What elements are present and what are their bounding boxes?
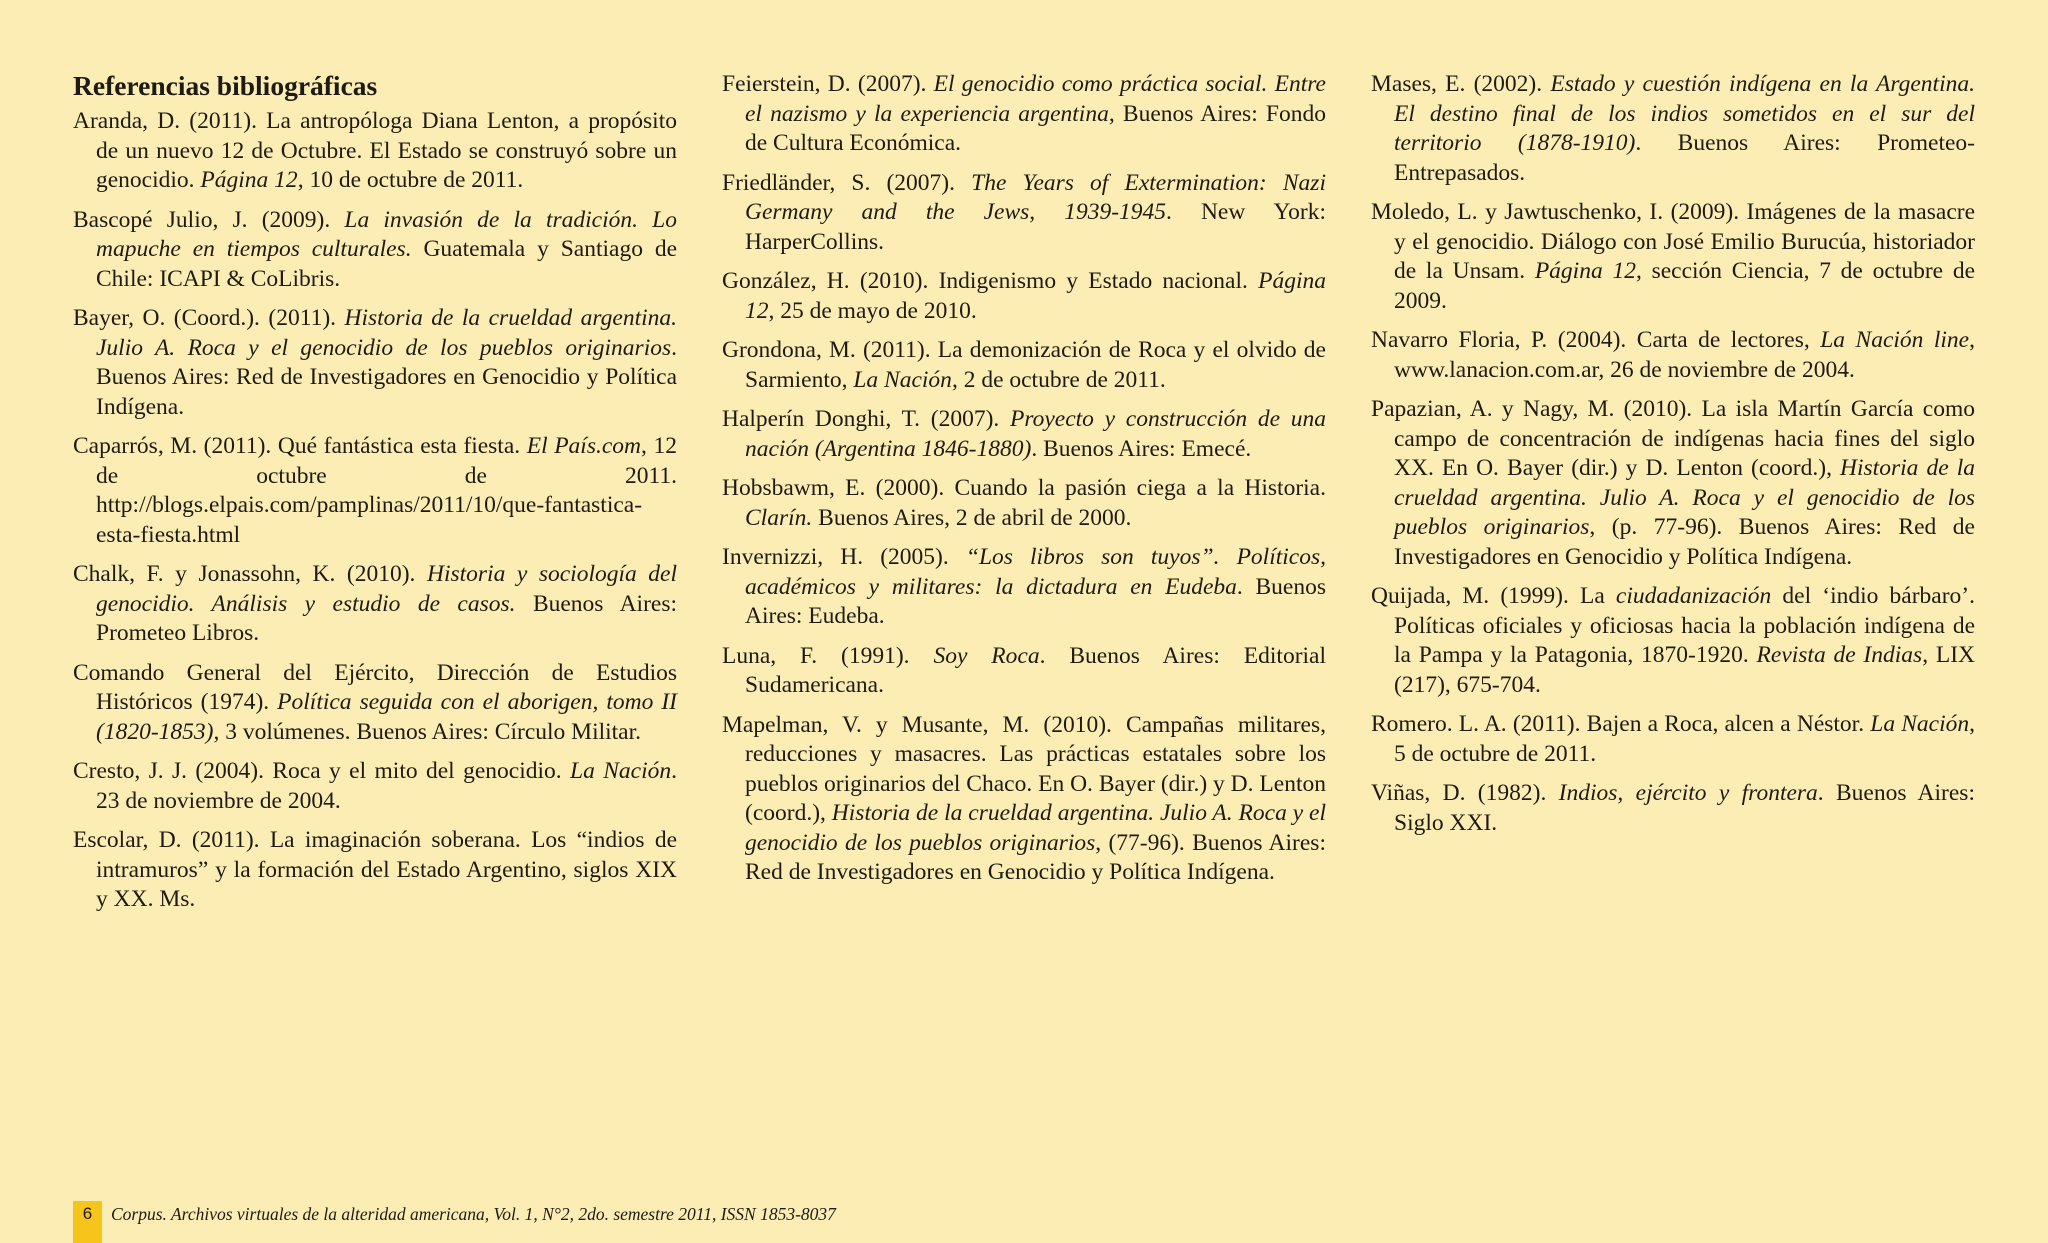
- reference-text: Moledo, L. y Jawtuschenko, I. (2009). Imágenes de la masacre y el genocidio. Diálogo con José Emilio Burucúa, historiador de la Unsam.: [1371, 199, 1975, 284]
- reference-text: Cresto, J. J. (2004). Roca y el mito del genocidio.: [73, 758, 571, 784]
- reference-title-italic: Página 12: [745, 268, 1326, 324]
- reference-entry: [722, 267, 1326, 326]
- reference-entry: [73, 560, 677, 649]
- reference-text: . Buenos Aires: Emecé.: [1031, 435, 1252, 462]
- reference-text: Feierstein, D. (2007).: [722, 71, 934, 97]
- reference-entry: [1371, 779, 1975, 838]
- reference-text: Guatemala y Santiago de Chile: ICAPI & CoLibris.: [96, 236, 678, 292]
- page-footer: [73, 1201, 1373, 1243]
- reference-entry: [722, 711, 1326, 888]
- reference-title-italic: La Nación: [853, 366, 952, 393]
- reference-title-italic: Estado y cuestión indígena en la Argentina. El destino final de los indios sometidos en el sur del territorio (1878-1910): [1394, 71, 1975, 156]
- reference-text: Comando General del Ejército, Dirección de Estudios Históricos (1974).: [73, 659, 677, 715]
- reference-text: . Buenos Aires: Prometeo-Entrepasados.: [1394, 130, 1975, 186]
- reference-text: Buenos Aires, 2 de abril de 2000.: [812, 504, 1132, 531]
- reference-title-italic: Proyecto y construcción de una nación (Argentina 1846-1880): [745, 406, 1326, 462]
- reference-text: Navarro Floria, P. (2004). Carta de lectores,: [1371, 327, 1821, 353]
- reference-text: González, H. (2010). Indigenismo y Estado nacional.: [722, 268, 1259, 294]
- reference-text: , sección Ciencia, 7 de octubre de 2009.: [1394, 258, 1975, 314]
- reference-text: , (77-96). Buenos Aires: Red de Investigadores en Genocidio y Política Indígena.: [745, 829, 1326, 885]
- reference-text: . Buenos Aires: Red de Investigadores en Genocidio y Política Indígena.: [96, 334, 677, 420]
- reference-text: , 12 de octubre de 2011. http://blogs.elpais.com/pamplinas/2011/10/que-fantastica-esta-fiesta.html: [96, 433, 677, 548]
- reference-entry: [73, 432, 677, 550]
- column-1: [73, 70, 677, 925]
- reference-text: Invernizzi, H. (2005).: [722, 544, 966, 570]
- reference-title-italic: Política seguida con el aborigen, tomo II (1820-1853): [96, 689, 677, 745]
- reference-text: Hobsbawm, E. (2000). Cuando la pasión ciega a la Historia.: [722, 475, 1326, 501]
- reference-title-italic: La invasión de la tradición. Lo mapuche en tiempos culturales.: [96, 206, 677, 262]
- reference-text: , 5 de octubre de 2011.: [1394, 711, 1975, 767]
- reference-entry: [722, 169, 1326, 258]
- reference-title-italic: La Nación line: [1820, 327, 1970, 353]
- reference-text: Aranda, D. (2011). La antropóloga Diana Lenton, a propósito de un nuevo 12 de Octubre. El Estado se construyó sobre un genocidio.: [73, 108, 677, 193]
- reference-title-italic: El genocidio como práctica social. Entre el nazismo y la experiencia argentina: [745, 71, 1326, 127]
- reference-entry: [1371, 582, 1975, 700]
- reference-text: Mases, E. (2002).: [1371, 71, 1551, 97]
- reference-text: Bayer, O. (Coord.). (2011).: [73, 305, 345, 331]
- reference-title-italic: Página 12: [1534, 258, 1636, 284]
- reference-text: del ‘indio bárbaro’. Políticas oficiales y oficiosas hacia la población indígena de la Pampa y la Patagonia, 1870-1920.: [1394, 583, 1975, 668]
- reference-title-italic: ciudadanización: [1615, 583, 1772, 609]
- reference-entry: [73, 659, 677, 748]
- reference-text: Chalk, F. y Jonassohn, K. (2010).: [73, 561, 427, 587]
- reference-text: Papazian, A. y Nagy, M. (2010). La isla Martín García como campo de concentración de indígenas hacia fines del siglo XX. En O. Bayer (dir.) y D. Lenton (coord.),: [1371, 396, 1975, 481]
- reference-text: Caparrós, M. (2011). Qué fantástica esta fiesta.: [73, 433, 527, 459]
- reference-text: , 3 volúmenes. Buenos Aires: Círculo Militar.: [213, 718, 642, 745]
- reference-title-italic: Página 12: [200, 167, 298, 193]
- reference-entry: [73, 304, 677, 422]
- reference-title-italic: El País.com: [526, 433, 642, 459]
- reference-title-italic: Historia de la crueldad argentina. Julio A. Roca y el genocidio de los pueblos originarios: [745, 800, 1326, 856]
- reference-entry: [1371, 710, 1975, 769]
- reference-title-italic: Revista de Indias: [1756, 642, 1923, 668]
- reference-text: Escolar, D. (2011). La imaginación soberana. Los “indios de intramuros” y la formación del Estado Argentino, siglos XIX y XX. Ms.: [73, 827, 677, 912]
- reference-text: , 10 de octubre de 2011.: [297, 167, 524, 193]
- reference-entry: [1371, 395, 1975, 572]
- reference-text: Romero. L. A. (2011). Bajen a Roca, alcen a Néstor.: [1371, 711, 1871, 737]
- reference-text: Quijada, M. (1999). La: [1371, 583, 1616, 609]
- reference-title-italic: La Nación: [1870, 711, 1970, 737]
- reference-text: Buenos Aires: Prometeo Libros.: [96, 590, 677, 646]
- reference-text: . Buenos Aires: Eudeba.: [745, 573, 1326, 629]
- reference-text: Halperín Donghi, T. (2007).: [722, 406, 1010, 432]
- reference-entry: [722, 70, 1326, 159]
- reference-entry: [73, 826, 677, 915]
- reference-text: . New York: HarperCollins.: [745, 199, 1326, 255]
- reference-entry: [722, 642, 1326, 701]
- reference-entry: [73, 757, 677, 816]
- reference-text: , 25 de mayo de 2010.: [768, 297, 977, 324]
- reference-entry: [73, 206, 677, 295]
- page-number: 6: [73, 1201, 102, 1243]
- reference-text: Bascopé Julio, J. (2009).: [73, 206, 345, 233]
- reference-title-italic: La Nación: [570, 758, 672, 784]
- reference-entry: [73, 107, 677, 196]
- reference-text: Mapelman, V. y Musante, M. (2010). Campañas militares, reducciones y masacres. Las prácticas estatales sobre los pueblos originarios del Chaco. En O. Bayer (dir.) y D. Lenton (coord.),: [722, 711, 1326, 826]
- reference-entry: [722, 405, 1326, 464]
- journal-citation: Corpus. Archivos virtuales de la alteridad americana, Vol. 1, N°2, 2do. semestre 2011, ISSN 1853-8037: [111, 1204, 836, 1224]
- reference-title-italic: Clarín.: [745, 504, 813, 531]
- reference-title-italic: The Years of Extermination: Nazi Germany and the Jews, 1939-1945: [745, 169, 1326, 225]
- reference-text: , www.lanacion.com.ar, 26 de noviembre de 2004.: [1394, 327, 1975, 383]
- section-heading: Referencias bibliográficas: [73, 70, 378, 101]
- reference-entry: [1371, 70, 1975, 188]
- reference-entry: [722, 336, 1326, 395]
- reference-entry: [722, 474, 1326, 533]
- reference-title-italic: Indios, ejército y frontera: [1558, 780, 1818, 806]
- column-3: [1371, 70, 1975, 848]
- reference-text: Friedländer, S. (2007).: [722, 169, 972, 196]
- reference-text: , (p. 77-96). Buenos Aires: Red de Investigadores en Genocidio y Política Indígena.: [1394, 514, 1975, 570]
- reference-text: . Buenos Aires: Editorial Sudamericana.: [745, 642, 1327, 698]
- reference-title-italic: Soy Roca: [933, 642, 1040, 669]
- reference-text: . Buenos Aires: Siglo XXI.: [1394, 780, 1975, 836]
- reference-text: Grondona, M. (2011). La demonización de Roca y el olvido de Sarmiento,: [722, 337, 1326, 393]
- reference-entry: [722, 543, 1326, 632]
- column-2: [722, 70, 1326, 898]
- reference-text: Viñas, D. (1982).: [1371, 780, 1559, 806]
- reference-title-italic: Historia de la crueldad argentina. Julio A. Roca y el genocidio de los pueblos originarios: [96, 305, 677, 361]
- reference-entry: [1371, 198, 1975, 316]
- reference-text: , Buenos Aires: Fondo de Cultura Económica.: [745, 100, 1326, 156]
- reference-text: , 2 de octubre de 2011.: [951, 366, 1166, 393]
- reference-text: . 23 de noviembre de 2004.: [96, 758, 677, 814]
- reference-title-italic: Historia y sociología del genocidio. Análisis y estudio de casos.: [96, 561, 678, 617]
- reference-title-italic: “Los libros son tuyos”. Políticos, académicos y militares: la dictadura en Eudeba: [745, 544, 1326, 600]
- reference-title-italic: Historia de la crueldad argentina. Julio A. Roca y el genocidio de los pueblos originarios: [1394, 455, 1976, 540]
- reference-text: Luna, F. (1991).: [722, 642, 934, 669]
- reference-text: , LIX (217), 675-704.: [1394, 642, 1975, 698]
- reference-entry: [1371, 326, 1975, 385]
